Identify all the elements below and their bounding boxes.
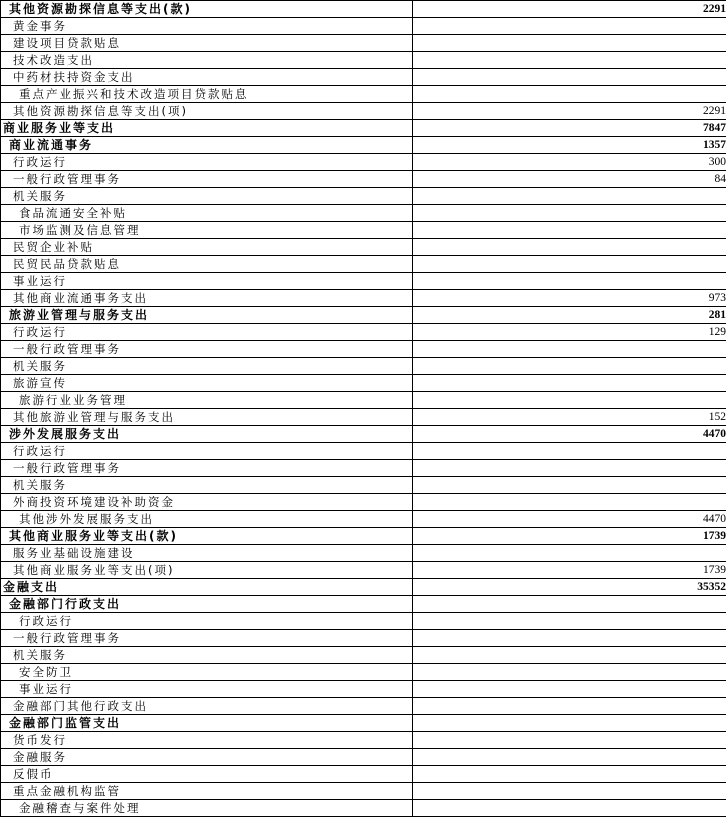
table-row (1, 647, 726, 664)
row-label: 技术改造支出 (1, 52, 413, 69)
row-label: 涉外发展服务支出 (1, 426, 413, 443)
table-row (1, 307, 726, 324)
row-amount (413, 749, 726, 766)
row-amount (413, 443, 726, 460)
row-label: 一般行政管理事务 (1, 341, 413, 358)
row-label: 反假币 (1, 766, 413, 783)
row-amount: 7847 (413, 120, 726, 137)
row-amount (413, 86, 726, 103)
row-label: 金融部门其他行政支出 (1, 698, 413, 715)
table-row (1, 86, 726, 103)
table-row (1, 562, 726, 579)
row-label: 旅游宣传 (1, 375, 413, 392)
row-amount: 35352 (413, 579, 726, 596)
row-amount (413, 460, 726, 477)
table-row (1, 664, 726, 681)
row-label: 服务业基础设施建设 (1, 545, 413, 562)
table-row (1, 358, 726, 375)
table-row (1, 120, 726, 137)
table-row (1, 52, 726, 69)
row-amount: 4470 (413, 511, 726, 528)
row-label: 金融稽查与案件处理 (1, 800, 413, 817)
table-row (1, 409, 726, 426)
row-amount (413, 715, 726, 732)
row-label: 机关服务 (1, 477, 413, 494)
table-row (1, 188, 726, 205)
table-row (1, 239, 726, 256)
row-amount: 973 (413, 290, 726, 307)
table-row (1, 137, 726, 154)
row-label: 其他资源勘探信息等支出(款) (1, 1, 413, 18)
table-row (1, 766, 726, 783)
row-label: 安全防卫 (1, 664, 413, 681)
row-label: 民贸民品贷款贴息 (1, 256, 413, 273)
table-row (1, 528, 726, 545)
table-row (1, 222, 726, 239)
row-amount (413, 664, 726, 681)
row-amount (413, 392, 726, 409)
row-amount (413, 477, 726, 494)
table-row (1, 494, 726, 511)
row-label: 行政运行 (1, 324, 413, 341)
table-row (1, 800, 726, 817)
row-amount: 2291 (413, 103, 726, 120)
table-row (1, 749, 726, 766)
row-amount (413, 613, 726, 630)
row-label: 建设项目贷款贴息 (1, 35, 413, 52)
row-label: 金融部门行政支出 (1, 596, 413, 613)
row-amount (413, 630, 726, 647)
row-label: 旅游业管理与服务支出 (1, 307, 413, 324)
row-label: 重点产业振兴和技术改造项目贷款贴息 (1, 86, 413, 103)
row-amount (413, 681, 726, 698)
row-amount (413, 732, 726, 749)
row-amount: 1739 (413, 562, 726, 579)
row-amount (413, 358, 726, 375)
row-label: 金融服务 (1, 749, 413, 766)
table-row (1, 613, 726, 630)
table-row (1, 460, 726, 477)
row-amount: 4470 (413, 426, 726, 443)
table-row (1, 290, 726, 307)
row-amount (413, 69, 726, 86)
row-amount (413, 205, 726, 222)
row-label: 其他资源勘探信息等支出(项) (1, 103, 413, 120)
row-label: 一般行政管理事务 (1, 460, 413, 477)
row-amount (413, 341, 726, 358)
row-label: 商业流通事务 (1, 137, 413, 154)
row-label: 食品流通安全补贴 (1, 205, 413, 222)
table-row (1, 341, 726, 358)
row-label: 金融支出 (1, 579, 413, 596)
table-row (1, 732, 726, 749)
row-label: 外商投资环境建设补助资金 (1, 494, 413, 511)
row-amount (413, 494, 726, 511)
row-amount (413, 766, 726, 783)
table-row (1, 375, 726, 392)
row-amount (413, 35, 726, 52)
row-label: 旅游行业业务管理 (1, 392, 413, 409)
table-row (1, 579, 726, 596)
row-amount (413, 52, 726, 69)
table-row (1, 324, 726, 341)
row-label: 其他涉外发展服务支出 (1, 511, 413, 528)
row-label: 重点金融机构监管 (1, 783, 413, 800)
row-amount: 84 (413, 171, 726, 188)
row-label: 民贸企业补贴 (1, 239, 413, 256)
row-amount: 2291 (413, 1, 726, 18)
row-label: 机关服务 (1, 188, 413, 205)
row-label: 商业服务业等支出 (1, 120, 413, 137)
table-row (1, 1, 726, 18)
table-row (1, 392, 726, 409)
table-row (1, 596, 726, 613)
table-row (1, 171, 726, 188)
row-amount (413, 596, 726, 613)
table-row (1, 715, 726, 732)
table-row (1, 273, 726, 290)
row-amount: 152 (413, 409, 726, 426)
table-row (1, 69, 726, 86)
table-row (1, 443, 726, 460)
row-amount (413, 375, 726, 392)
row-label: 黄金事务 (1, 18, 413, 35)
table-row (1, 783, 726, 800)
table-row (1, 35, 726, 52)
table-row (1, 698, 726, 715)
row-amount (413, 545, 726, 562)
table-row (1, 18, 726, 35)
row-amount: 300 (413, 154, 726, 171)
row-label: 行政运行 (1, 443, 413, 460)
row-label: 中药材扶持资金支出 (1, 69, 413, 86)
row-label: 机关服务 (1, 358, 413, 375)
row-amount (413, 222, 726, 239)
row-amount (413, 800, 726, 817)
row-label: 事业运行 (1, 273, 413, 290)
row-label: 事业运行 (1, 681, 413, 698)
row-amount (413, 698, 726, 715)
row-label: 行政运行 (1, 154, 413, 171)
row-amount: 281 (413, 307, 726, 324)
row-amount: 1739 (413, 528, 726, 545)
table-row (1, 426, 726, 443)
row-amount (413, 239, 726, 256)
row-amount: 1357 (413, 137, 726, 154)
row-amount (413, 188, 726, 205)
row-amount (413, 647, 726, 664)
row-label: 其他商业服务业等支出(款) (1, 528, 413, 545)
row-amount: 129 (413, 324, 726, 341)
row-label: 行政运行 (1, 613, 413, 630)
row-label: 市场监测及信息管理 (1, 222, 413, 239)
table-row (1, 511, 726, 528)
row-amount (413, 18, 726, 35)
row-amount (413, 256, 726, 273)
table-row (1, 477, 726, 494)
table-row (1, 103, 726, 120)
table-row (1, 256, 726, 273)
table-row (1, 630, 726, 647)
row-label: 其他商业流通事务支出 (1, 290, 413, 307)
row-label: 其他旅游业管理与服务支出 (1, 409, 413, 426)
row-label: 金融部门监管支出 (1, 715, 413, 732)
row-label: 其他商业服务业等支出(项) (1, 562, 413, 579)
row-amount (413, 273, 726, 290)
row-amount (413, 783, 726, 800)
table-row (1, 205, 726, 222)
row-label: 一般行政管理事务 (1, 171, 413, 188)
table-row (1, 545, 726, 562)
table-row (1, 681, 726, 698)
row-label: 货币发行 (1, 732, 413, 749)
row-label: 一般行政管理事务 (1, 630, 413, 647)
row-label: 机关服务 (1, 647, 413, 664)
table-row (1, 154, 726, 171)
budget-table-body (1, 1, 726, 817)
